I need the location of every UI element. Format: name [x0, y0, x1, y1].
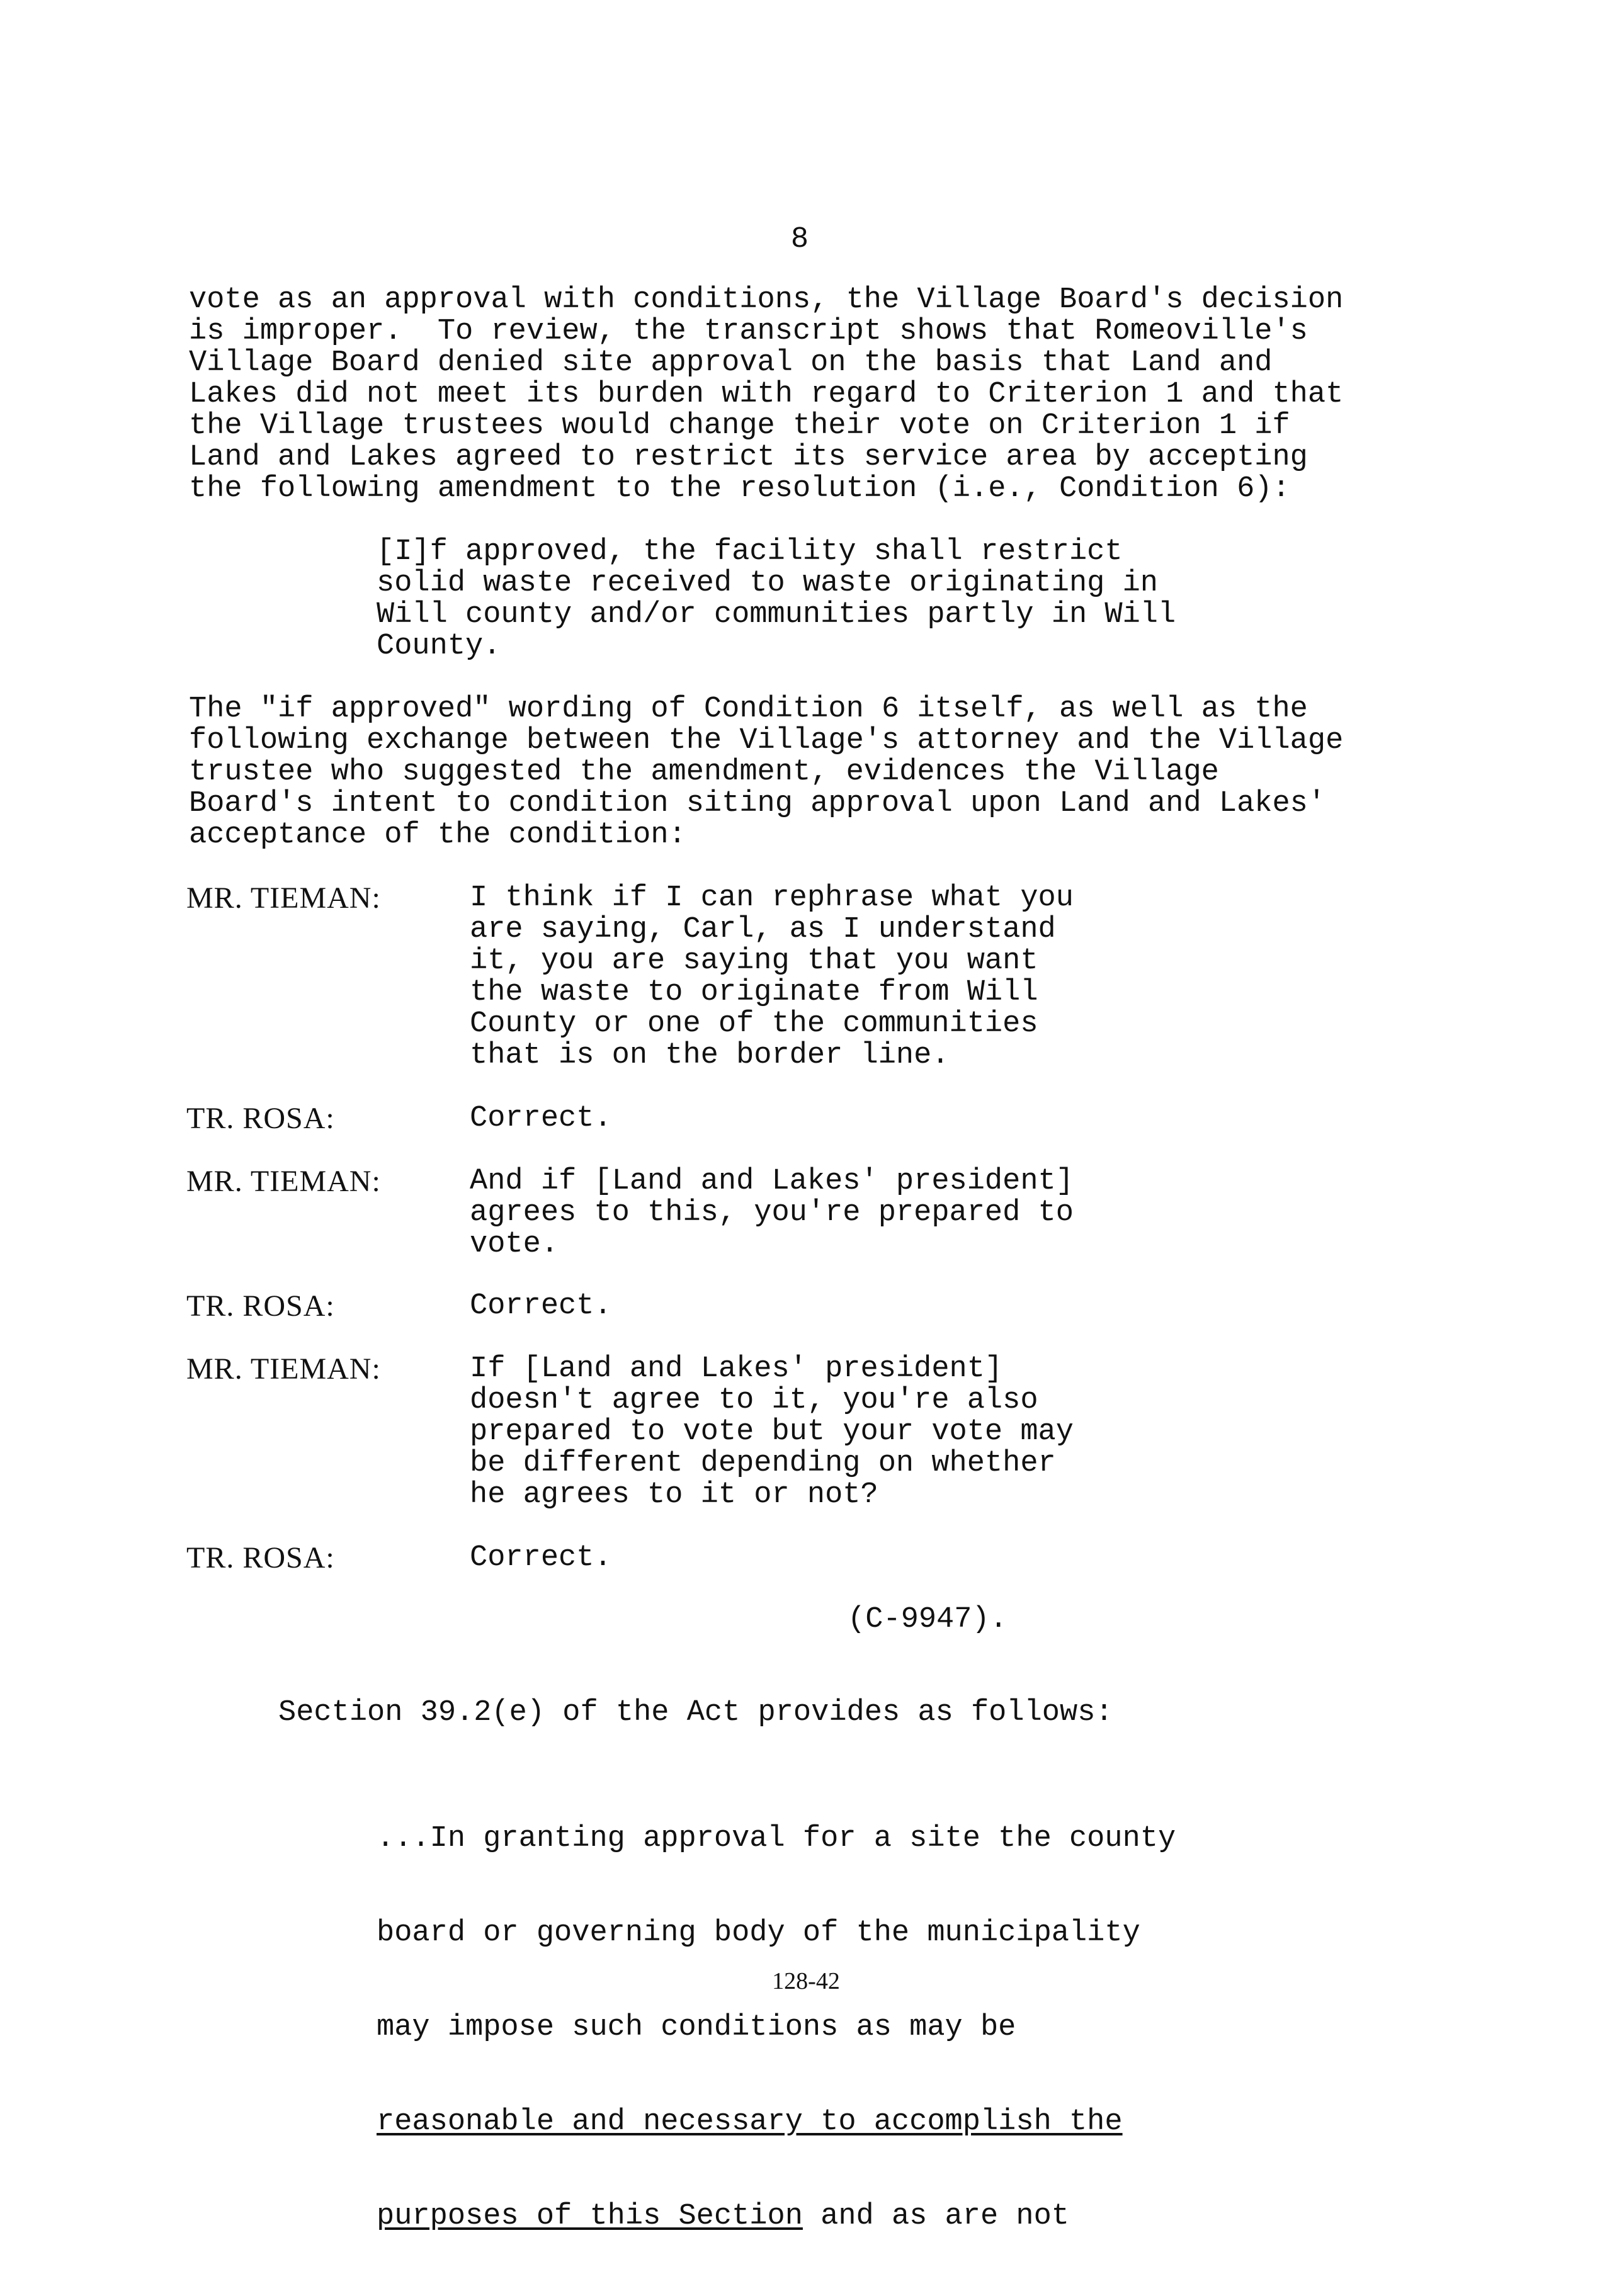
speaker-label: TR. ROSA:: [186, 1541, 335, 1575]
paragraph-1: vote as an approval with conditions, the Village Board's decision is improper. To review, the transcript shows that Romeoville's Village Board denied site approval on the basis that Land and Lakes did not meet its burden with regard to Criterion 1 and that the Village trustees would change their vote on Criterion 1 if Land and Lakes agreed to restrict its service area by accepting the following amendment to the resolution (i.e., Condition 6):: [189, 283, 1344, 506]
quote-line: [377, 2201, 1290, 2232]
quote-line: ...In granting approval for a site the county: [377, 1822, 1176, 1855]
block-quote-section-39-2e: [377, 1760, 1290, 2295]
section-intro: Section 39.2(e) of the Act provides as follows:: [278, 1696, 1113, 1729]
underlined-text: reasonable and necessary to accomplish the: [377, 2105, 1123, 2139]
quote-line: may impose such conditions as may be: [377, 2011, 1016, 2044]
speaker-label: TR. ROSA:: [186, 1102, 335, 1135]
speaker-label: MR. TIEMAN:: [186, 881, 381, 915]
quote-text: and as are not: [802, 2200, 1069, 2233]
record-citation: (C-9947).: [848, 1603, 1007, 1636]
quote-line-underlined: [377, 2107, 1290, 2138]
speaker-text: I think if I can rephrase what you are saying, Carl, as I understand it, you are saying that you want the waste to originate from Will County or one of the communities that is on the border line.: [470, 881, 1074, 1072]
footer-page-id: 128-42: [772, 1968, 840, 1994]
speaker-text: Correct.: [470, 1102, 612, 1135]
speaker-label: MR. TIEMAN:: [186, 1165, 381, 1198]
speaker-text: Correct.: [470, 1541, 612, 1575]
speaker-label: MR. TIEMAN:: [186, 1352, 381, 1386]
quote-line: board or governing body of the municipality: [377, 1916, 1140, 1950]
speaker-text: If [Land and Lakes' president] doesn't agree to it, you're also prepared to vote but your vote may be different depending on whether he agrees to it or not?: [470, 1352, 1074, 1512]
speaker-text: And if [Land and Lakes' president] agrees to this, you're prepared to vote.: [470, 1165, 1074, 1261]
underlined-text: purposes of this Section: [377, 2200, 803, 2233]
speaker-label: TR. ROSA:: [186, 1289, 335, 1323]
speaker-text: Correct.: [470, 1289, 612, 1323]
block-quote-condition-6: [I]f approved, the facility shall restrict solid waste received to waste originating in Will county and/or communities partly in Will County.: [377, 535, 1176, 663]
page-number: 8: [790, 223, 809, 256]
paragraph-2: The "if approved" wording of Condition 6 itself, as well as the following exchange between the Village's attorney and the Village trustee who suggested the amendment, evidences the Village Board's intent to condition siting approval upon Land and Lakes' acceptance of the condition:: [189, 693, 1344, 852]
